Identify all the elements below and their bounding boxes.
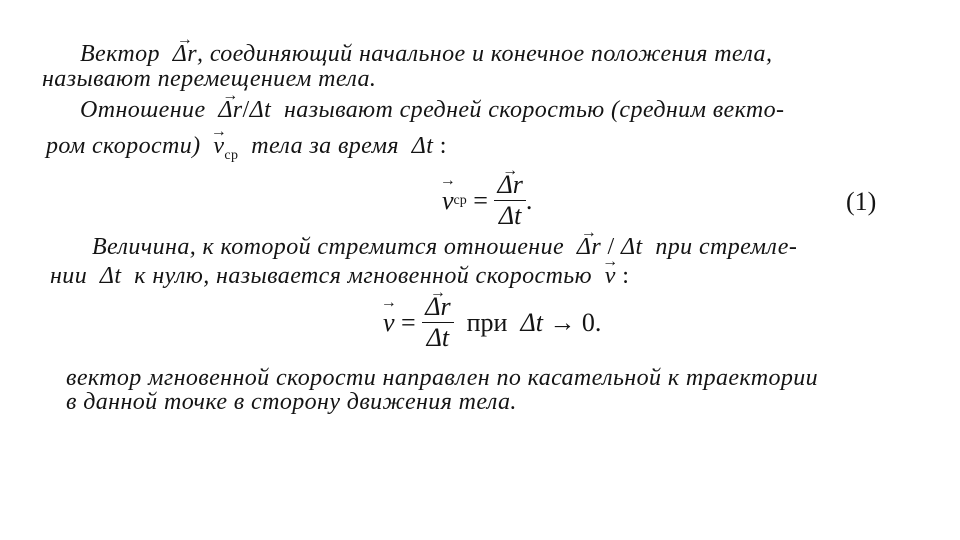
paragraph-3-text-b-start: нии (50, 263, 88, 289)
formula-2-denominator: Δt (426, 323, 450, 352)
formula-2-delta-t: Δt (520, 307, 543, 337)
formula-2-fraction (422, 292, 453, 353)
formula-1-v: → v (442, 186, 454, 216)
paragraph-1-line-1 (80, 40, 772, 68)
ratio-denominator: Δt (249, 97, 272, 123)
paragraph-3-line-2 (50, 262, 629, 290)
paragraph-1-line-2 (42, 65, 376, 93)
paragraph-3-ratio-numerator: → Δr (577, 233, 601, 261)
paragraph-2-text-b-mid: тела за время (251, 133, 399, 159)
paragraph-1-text-a: , соединяющий начальное и конечное положения тела, (197, 41, 773, 67)
delta-r-symbol: → Δr (173, 40, 197, 68)
paragraph-2-line-2 (46, 132, 447, 170)
paragraph-3-text-a: Величина, к которой стремится отношение (92, 234, 565, 260)
formula-2-word-pri: при (466, 307, 508, 337)
v-avg-symbol: → v (213, 132, 224, 160)
paragraph-3-delta-t: Δt (99, 263, 122, 289)
paragraph-3-line-1 (92, 233, 797, 261)
formula-2-equals: = (401, 307, 416, 337)
paragraph-3-ratio-denominator: Δt (621, 234, 643, 260)
paragraph-4-line-1-text: вектор мгновенной скорости направлен по касательной к траектории (66, 365, 819, 391)
delta-t-symbol: Δt (411, 133, 434, 159)
colon: : (439, 133, 447, 159)
paragraph-3-colon: : (622, 263, 630, 289)
equation-number: (1) (846, 187, 877, 216)
paragraph-1-text-b: называют перемещением тела. (42, 66, 377, 92)
paragraph-3-v-symbol: → v (605, 262, 616, 290)
paragraph-4-line-2 (66, 388, 517, 416)
formula-instant-velocity (383, 292, 601, 353)
paragraph-2-text-a: называют средней скоростью (средним векто- (284, 97, 785, 123)
formula-2-v: → v (383, 308, 395, 338)
paragraph-3-text-a-end: при стремле- (655, 234, 798, 260)
formula-1-period: . (525, 185, 533, 215)
v-avg-subscript: ср (224, 148, 239, 163)
word-vector: Вектор (80, 41, 160, 67)
formula-1-numerator: → Δr (497, 170, 522, 200)
formula-1-denominator: Δt (498, 201, 522, 230)
word-ratio: Отношение (80, 97, 206, 123)
formula-average-velocity (442, 170, 532, 231)
formula-2-arrow: → (549, 307, 576, 337)
paragraph-2-text-b-start: ром скорости) (46, 133, 201, 159)
ratio-numerator: → Δr (218, 96, 242, 124)
formula-1-subscript: ср (453, 192, 467, 208)
paragraph-2-line-1 (80, 96, 784, 124)
ratio-slash: / (242, 97, 250, 123)
paragraph-4-line-2-text: в данной точке в сторону движения тела. (66, 389, 517, 415)
formula-2-zero: 0. (581, 307, 602, 337)
paragraph-3-text-b-mid: к нулю, называется мгновенной скоростью (134, 263, 592, 289)
formula-1-equals: = (473, 185, 488, 215)
formula-2-numerator: → Δr (425, 292, 450, 322)
formula-1-fraction (494, 170, 525, 231)
paragraph-3-ratio-slash: / (601, 234, 621, 260)
